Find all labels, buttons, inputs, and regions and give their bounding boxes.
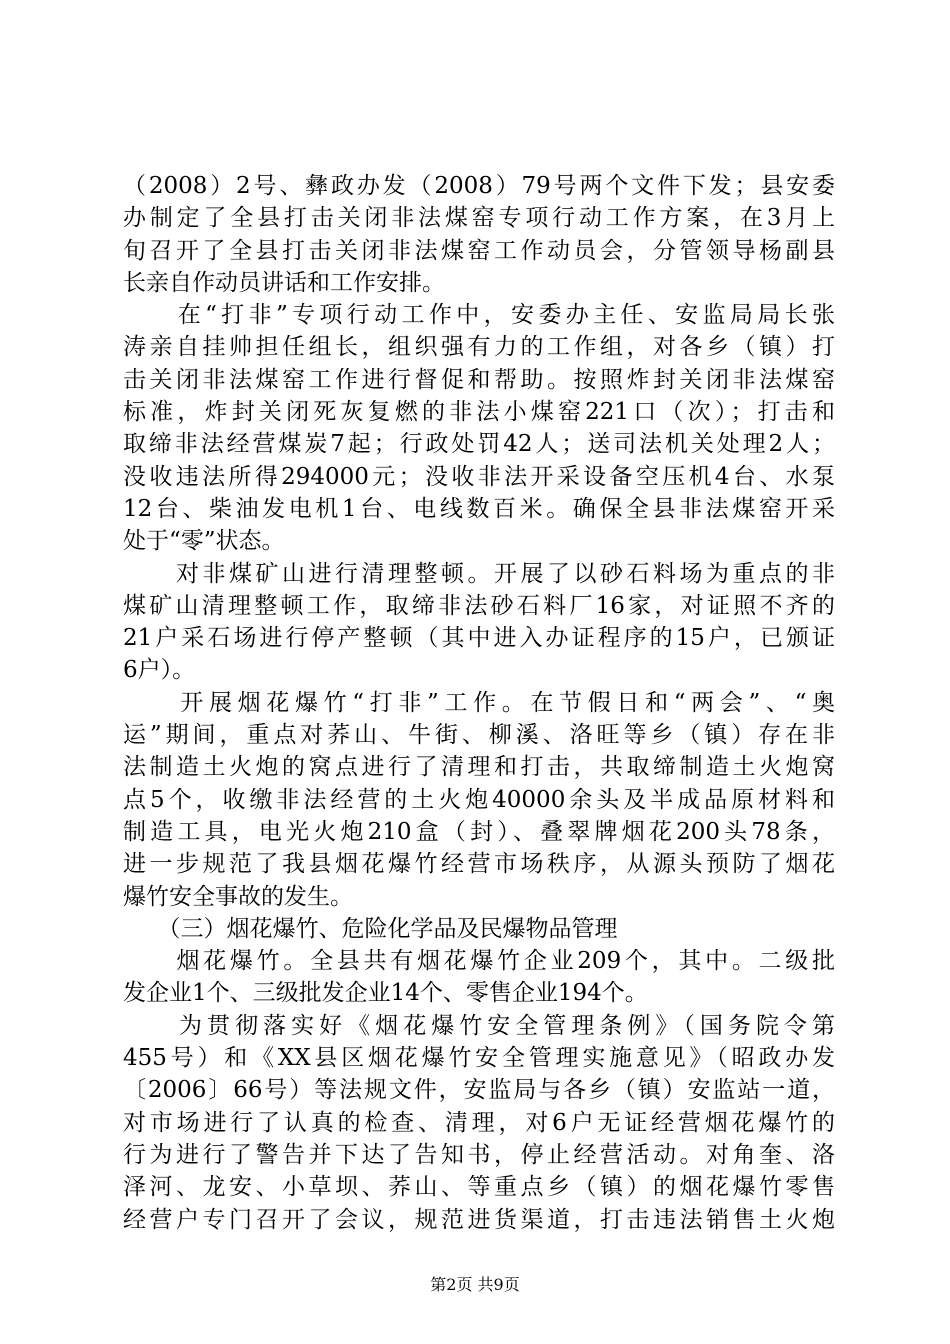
text-line: 旬召开了全县打击关闭非法煤窑工作动员会，分管领导杨副县 [123,237,835,264]
text-line: 开展烟花爆竹“打非”工作。在节假日和“两会”、“奥 [123,689,835,716]
text-line: 进一步规范了我县烟花爆竹经营市场秩序，从源头预防了烟花 [123,851,835,878]
text-line: 处于“零”状态。 [123,528,285,555]
text-line: 行为进行了警告并下达了告知书，停止经营活动。对角奎、洛 [123,1141,835,1168]
text-line: 烟花爆竹。全县共有烟花爆竹企业209个，其中。二级批 [123,948,835,975]
text-line: 对市场进行了认真的检查、清理，对6户无证经营烟花爆竹的 [123,1109,835,1136]
text-line: 泽河、龙安、小草坝、荞山、等重点乡（镇）的烟花爆竹零售 [123,1174,835,1201]
text-line: 发企业1个、三级批发企业14个、零售企业194个。 [123,980,648,1007]
text-line: 涛亲自挂帅担任组长，组织强有力的工作组，对各乡（镇）打 [123,334,835,361]
text-line: 21户采石场进行停产整顿（其中进入办证程序的15户，已颁证 [123,625,835,652]
page-footer: 第2页 共9页 [430,1275,520,1294]
text-line: 在“打非”专项行动工作中，安委办主任、安监局局长张 [123,302,835,329]
text-line: （2008）2号、彝政办发（2008）79号两个文件下发；县安委 [123,173,835,199]
text-line: 经营户专门召开了会议，规范进货渠道，打击违法销售土火炮 [123,1206,835,1233]
text-line: 长亲自作动员讲话和工作安排。 [123,269,445,296]
text-line: 为贯彻落实好《烟花爆竹安全管理条例》（国务院令第 [123,1012,835,1039]
text-line: （三）烟花爆竹、危险化学品及民爆物品管理 [123,915,618,942]
text-line: 标准，炸封关闭死灰复燃的非法小煤窑221口（次）；打击和 [123,399,835,426]
text-line: 没收违法所得294000元；没收非法开采设备空压机4台、水泵 [123,463,835,490]
text-line: 455号）和《XX县区烟花爆竹安全管理实施意见》（昭政办发 [123,1045,835,1072]
text-line: 办制定了全县打击关闭非法煤窑专项行动工作方案，在3月上 [123,205,835,232]
body-text [123,170,835,1236]
text-line: 对非煤矿山进行清理整顿。开展了以砂石料场为重点的非 [123,560,835,587]
text-line: 运”期间，重点对荞山、牛街、柳溪、洛旺等乡（镇）存在非 [123,722,835,749]
text-line: 取缔非法经营煤炭7起；行政处罚42人；送司法机关处理2人； [123,431,835,458]
text-line: 爆竹安全事故的发生。 [123,883,353,910]
text-line: 法制造土火炮的窝点进行了清理和打击，共取缔制造土火炮窝 [123,754,835,781]
text-line: 12台、柴油发电机1台、电线数百米。确保全县非法煤窑开采 [123,495,835,522]
text-line: 制造工具，电光火炮210盒（封）、叠翠牌烟花200头78条， [123,818,835,845]
text-line: 煤矿山清理整顿工作，取缔非法砂石料厂16家，对证照不齐的 [123,592,835,619]
text-line: 〔2006〕66号）等法规文件，安监局与各乡（镇）安监站一道， [123,1077,835,1104]
text-line: 6户）。 [123,657,196,684]
text-line: 击关闭非法煤窑工作进行督促和帮助。按照炸封关闭非法煤窑 [123,366,835,393]
text-line: 点5个，收缴非法经营的土火炮40000余头及半成品原材料和 [123,786,835,813]
